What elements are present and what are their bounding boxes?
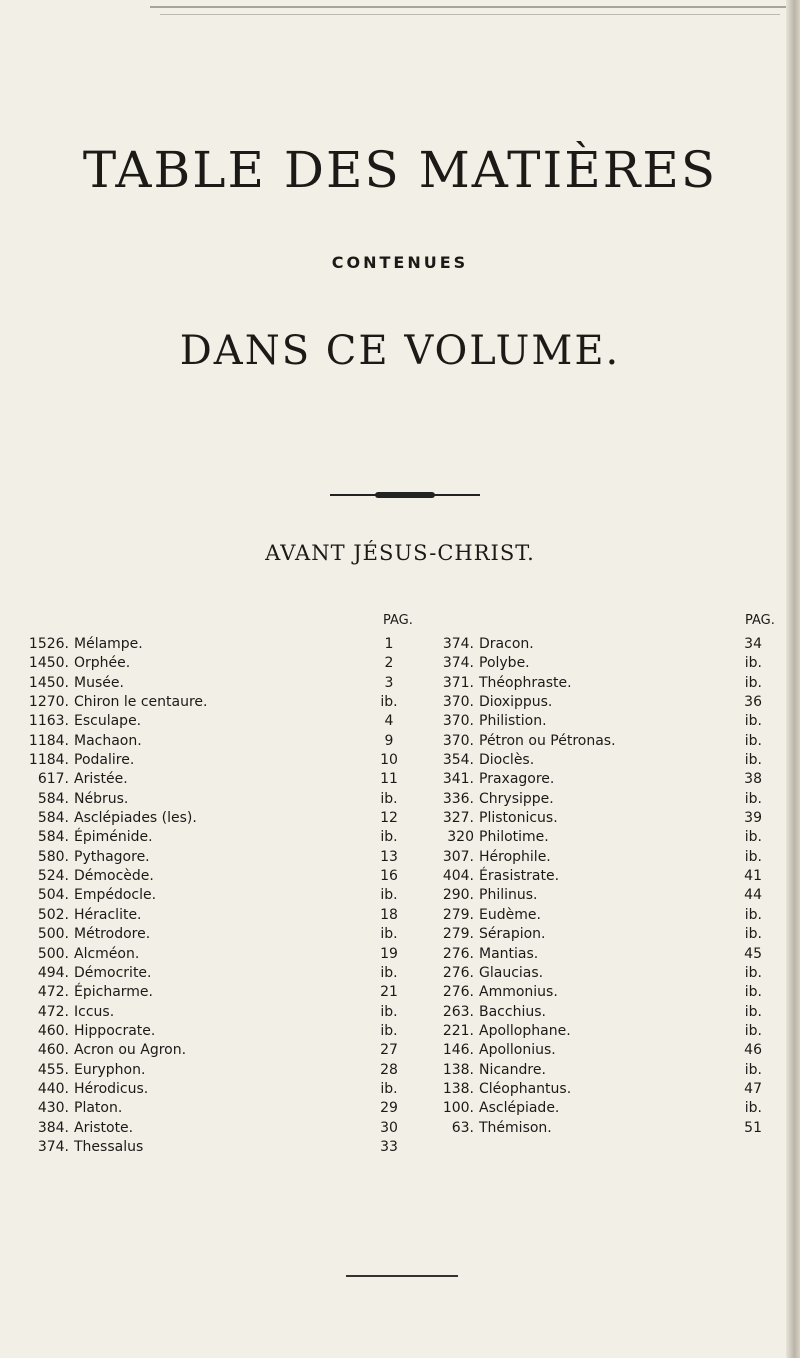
ornament-center: [375, 492, 435, 498]
entry-page: 47: [744, 1080, 762, 1097]
entry-year: 404.: [442, 868, 474, 885]
entry-name: Apollonius.: [479, 1042, 556, 1059]
entry-name: Sérapion.: [479, 926, 546, 943]
toc-entry: [422, 674, 762, 693]
top-rule-thin: [160, 14, 780, 15]
entry-page: 33: [380, 1138, 398, 1155]
entry-name: Thémison.: [479, 1119, 552, 1136]
toc-entry: [17, 1138, 417, 1157]
entry-year: 138.: [442, 1061, 474, 1078]
top-rule: [150, 6, 790, 8]
entry-year: 374.: [37, 1138, 69, 1155]
entry-year: 374.: [442, 636, 474, 652]
toc-entry: [422, 635, 762, 654]
entry-name: Démocède.: [74, 868, 154, 885]
page-title-line3: DANS CE VOLUME.: [179, 328, 621, 374]
entry-page: 34: [744, 636, 762, 652]
entry-page: 46: [744, 1042, 762, 1059]
toc-entry: [422, 1003, 762, 1022]
entry-year: 617.: [37, 771, 69, 788]
entry-name: Nébrus.: [74, 790, 129, 807]
toc-column-left: [17, 635, 417, 1157]
entry-name: Thessalus: [74, 1138, 144, 1155]
entry-page: 38: [744, 771, 762, 788]
entry-year: 584.: [37, 790, 69, 807]
entry-year: 370.: [442, 713, 474, 730]
entry-name: Euryphon.: [74, 1061, 146, 1078]
entry-page: ib.: [744, 906, 762, 923]
entry-name: Plistonicus.: [479, 810, 558, 827]
entry-page: ib.: [744, 848, 762, 865]
entry-name: Dioxippus.: [479, 694, 553, 711]
entry-page: ib.: [744, 829, 762, 846]
entry-page: ib.: [380, 694, 398, 711]
entry-page: ib.: [744, 964, 762, 981]
entry-year: 276.: [442, 964, 474, 981]
entry-name: Praxagore.: [479, 771, 555, 788]
entry-page: 12: [380, 810, 398, 827]
entry-year: 1270.: [28, 694, 69, 711]
entry-year: 336.: [442, 790, 474, 807]
entry-page: ib.: [744, 984, 762, 1001]
entry-page: 10: [380, 752, 398, 769]
entry-page: ib.: [744, 752, 762, 769]
entry-year: 460.: [37, 1022, 69, 1039]
entry-year: 472.: [37, 1003, 69, 1020]
toc-entry: [17, 848, 417, 867]
entry-year: 524.: [37, 868, 69, 885]
entry-name: Asclépiade.: [479, 1100, 560, 1117]
entry-year: 460.: [37, 1042, 69, 1059]
toc-entry: [422, 732, 762, 751]
entry-page: 28: [380, 1061, 398, 1078]
ornament-divider: [330, 492, 480, 498]
entry-year: 1450.: [28, 655, 69, 672]
entry-page: ib.: [744, 674, 762, 691]
entry-year: 263.: [442, 1003, 474, 1020]
entry-name: Asclépiades (les).: [74, 810, 197, 827]
entry-name: Glaucias.: [479, 964, 544, 981]
toc-entry: [422, 654, 762, 673]
page-edge: [786, 0, 800, 1358]
entry-year: 221.: [442, 1022, 474, 1039]
entry-year: 430.: [37, 1100, 69, 1117]
entry-year: 472.: [37, 984, 69, 1001]
entry-name: Chiron le centaure.: [74, 694, 208, 711]
toc-entry: [17, 906, 417, 925]
entry-year: 63.: [451, 1119, 474, 1136]
entry-name: Apollophane.: [479, 1022, 571, 1039]
entry-year: 341.: [442, 771, 474, 788]
entry-year: 279.: [442, 906, 474, 923]
entry-name: Empédocle.: [74, 887, 157, 904]
toc-entry: [422, 1061, 762, 1080]
entry-page: ib.: [744, 1003, 762, 1020]
entry-year: 584.: [37, 829, 69, 846]
entry-year: 307.: [442, 848, 474, 865]
entry-name: Philotime.: [479, 829, 549, 846]
toc-entry: [17, 867, 417, 886]
entry-page: 21: [380, 984, 398, 1001]
toc-entry: [422, 770, 762, 789]
toc-entry: [422, 867, 762, 886]
toc-entry: [17, 1080, 417, 1099]
entry-name: Machaon.: [74, 732, 142, 749]
entry-year: 370.: [442, 732, 474, 749]
entry-year: 1526.: [28, 636, 69, 652]
toc-entry: [17, 732, 417, 751]
entry-year: 100.: [442, 1100, 474, 1117]
entry-year: 1184.: [28, 752, 69, 769]
entry-page: ib.: [380, 790, 398, 807]
toc-entry: [17, 654, 417, 673]
entry-year: 1163.: [28, 713, 69, 730]
entry-year: 504.: [37, 887, 69, 904]
entry-page: 9: [384, 732, 394, 749]
entry-year: 1450.: [28, 674, 69, 691]
entry-page: ib.: [744, 655, 762, 672]
toc-entry: [422, 751, 762, 770]
entry-name: Bacchius.: [479, 1003, 546, 1020]
toc-entry: [17, 886, 417, 905]
entry-page: ib.: [744, 1061, 762, 1078]
entry-name: Pétron ou Pétronas.: [479, 732, 616, 749]
entry-year: 290.: [442, 887, 474, 904]
entry-name: Nicandre.: [479, 1061, 546, 1078]
entry-year: 500.: [37, 926, 69, 943]
entry-name: Mantias.: [479, 945, 539, 962]
entry-name: Dioclès.: [479, 752, 535, 769]
toc-entry: [422, 886, 762, 905]
toc-entry: [17, 693, 417, 712]
entry-page: 18: [380, 906, 398, 923]
entry-name: Orphée.: [74, 655, 131, 672]
entry-page: 19: [380, 945, 398, 962]
entry-name: Polybe.: [479, 655, 530, 672]
entry-year: 320: [447, 829, 474, 846]
entry-page: ib.: [744, 1022, 762, 1039]
entry-page: 36: [744, 694, 762, 711]
entry-name: Pythagore.: [74, 848, 150, 865]
toc-entry: [17, 925, 417, 944]
entry-name: Platon.: [74, 1100, 123, 1117]
entry-name: Aristote.: [74, 1119, 134, 1136]
toc-entry: [17, 770, 417, 789]
entry-year: 455.: [37, 1061, 69, 1078]
entry-year: 494.: [37, 964, 69, 981]
entry-page: ib.: [744, 926, 762, 943]
toc-entry: [422, 712, 762, 731]
entry-page: ib.: [744, 1100, 762, 1117]
entry-year: 502.: [37, 906, 69, 923]
toc-entry: [17, 1119, 417, 1138]
toc-entry: [422, 1080, 762, 1099]
toc-entry: [422, 1099, 762, 1118]
toc-entry: [17, 983, 417, 1002]
toc-entry: [17, 809, 417, 828]
entry-year: 580.: [37, 848, 69, 865]
entry-page: ib.: [744, 713, 762, 730]
toc-entry: [422, 906, 762, 925]
entry-name: Démocrite.: [74, 964, 152, 981]
entry-year: 374.: [442, 655, 474, 672]
entry-year: 276.: [442, 984, 474, 1001]
entry-name: Mélampe.: [74, 636, 143, 652]
entry-page: ib.: [380, 1022, 398, 1039]
entry-year: 440.: [37, 1080, 69, 1097]
entry-page: ib.: [744, 732, 762, 749]
toc-column-right: [422, 635, 762, 1138]
entry-year: 370.: [442, 694, 474, 711]
entry-name: Musée.: [74, 674, 124, 691]
entry-page: ib.: [380, 964, 398, 981]
entry-name: Hérophile.: [479, 848, 551, 865]
entry-name: Érasistrate.: [479, 868, 560, 885]
entry-name: Acron ou Agron.: [74, 1042, 187, 1059]
toc-entry: [17, 1022, 417, 1041]
entry-page: 44: [744, 887, 762, 904]
entry-year: 371.: [442, 674, 474, 691]
entry-year: 354.: [442, 752, 474, 769]
entry-year: 327.: [442, 810, 474, 827]
toc-entry: [422, 945, 762, 964]
toc-entry: [422, 925, 762, 944]
entry-name: Hippocrate.: [74, 1022, 156, 1039]
toc-entry: [17, 1003, 417, 1022]
entry-name: Héraclite.: [74, 906, 142, 923]
entry-name: Philinus.: [479, 887, 538, 904]
entry-name: Épiménide.: [74, 829, 153, 846]
toc-entry: [422, 983, 762, 1002]
entry-year: 384.: [37, 1119, 69, 1136]
entry-name: Théophraste.: [479, 674, 572, 691]
entry-year: 276.: [442, 945, 474, 962]
entry-name: Dracon.: [479, 636, 534, 652]
toc-entry: [17, 1099, 417, 1118]
entry-page: 11: [380, 771, 398, 788]
toc-entry: [17, 1061, 417, 1080]
entry-name: Chrysippe.: [479, 790, 554, 807]
entry-name: Épicharme.: [74, 984, 153, 1001]
page-title: TABLE DES MATIÈRES: [82, 141, 718, 199]
entry-page: 41: [744, 868, 762, 885]
entry-year: 146.: [442, 1042, 474, 1059]
toc-entry: [17, 964, 417, 983]
entry-year: 1184.: [28, 732, 69, 749]
entry-page: 27: [380, 1042, 398, 1059]
entry-name: Ammonius.: [479, 984, 558, 1001]
entry-name: Esculape.: [74, 713, 142, 730]
entry-page: 1: [384, 636, 394, 652]
toc-entry: [422, 1119, 762, 1138]
entry-name: Cléophantus.: [479, 1080, 572, 1097]
entry-page: 29: [380, 1100, 398, 1117]
entry-page: 30: [380, 1119, 398, 1136]
entry-year: 500.: [37, 945, 69, 962]
entry-page: ib.: [380, 926, 398, 943]
entry-name: Eudème.: [479, 906, 541, 923]
entry-page: 2: [384, 655, 394, 672]
entry-name: Podalire.: [74, 752, 135, 769]
toc-entry: [422, 964, 762, 983]
entry-page: 39: [744, 810, 762, 827]
toc-entry: [17, 945, 417, 964]
entry-name: Alcméon.: [74, 945, 140, 962]
entry-page: 13: [380, 848, 398, 865]
entry-page: 4: [384, 713, 394, 730]
entry-page: 45: [744, 945, 762, 962]
toc-entry: [17, 635, 417, 654]
entry-page: ib.: [380, 887, 398, 904]
entry-year: 584.: [37, 810, 69, 827]
entry-year: 279.: [442, 926, 474, 943]
entry-page: ib.: [380, 829, 398, 846]
entry-year: 138.: [442, 1080, 474, 1097]
entry-name: Métrodore.: [74, 926, 151, 943]
entry-page: ib.: [744, 790, 762, 807]
entry-page: 51: [744, 1119, 762, 1136]
toc-entry: [422, 693, 762, 712]
page-column-header-right: PAG.: [745, 613, 775, 628]
toc-entry: [422, 809, 762, 828]
section-heading: AVANT JÉSUS-CHRIST.: [265, 541, 535, 565]
entry-page: ib.: [380, 1003, 398, 1020]
entry-name: Philistion.: [479, 713, 547, 730]
toc-entry: [422, 790, 762, 809]
toc-entry: [17, 751, 417, 770]
entry-name: Hérodicus.: [74, 1080, 149, 1097]
toc-entry: [422, 1022, 762, 1041]
page-column-header-left: PAG.: [383, 613, 413, 628]
toc-entry: [422, 1041, 762, 1060]
bottom-rule: [346, 1275, 458, 1277]
toc-entry: [17, 1041, 417, 1060]
toc-entry: [17, 712, 417, 731]
page-subtitle: CONTENUES: [331, 253, 469, 272]
entry-page: 16: [380, 868, 398, 885]
entry-name: Iccus.: [74, 1003, 115, 1020]
toc-entry: [17, 790, 417, 809]
toc-entry: [422, 848, 762, 867]
entry-page: ib.: [380, 1080, 398, 1097]
toc-entry: [17, 674, 417, 693]
entry-name: Aristée.: [74, 771, 128, 788]
toc-entry: [422, 828, 762, 847]
toc-entry: [17, 828, 417, 847]
entry-page: 3: [384, 674, 394, 691]
